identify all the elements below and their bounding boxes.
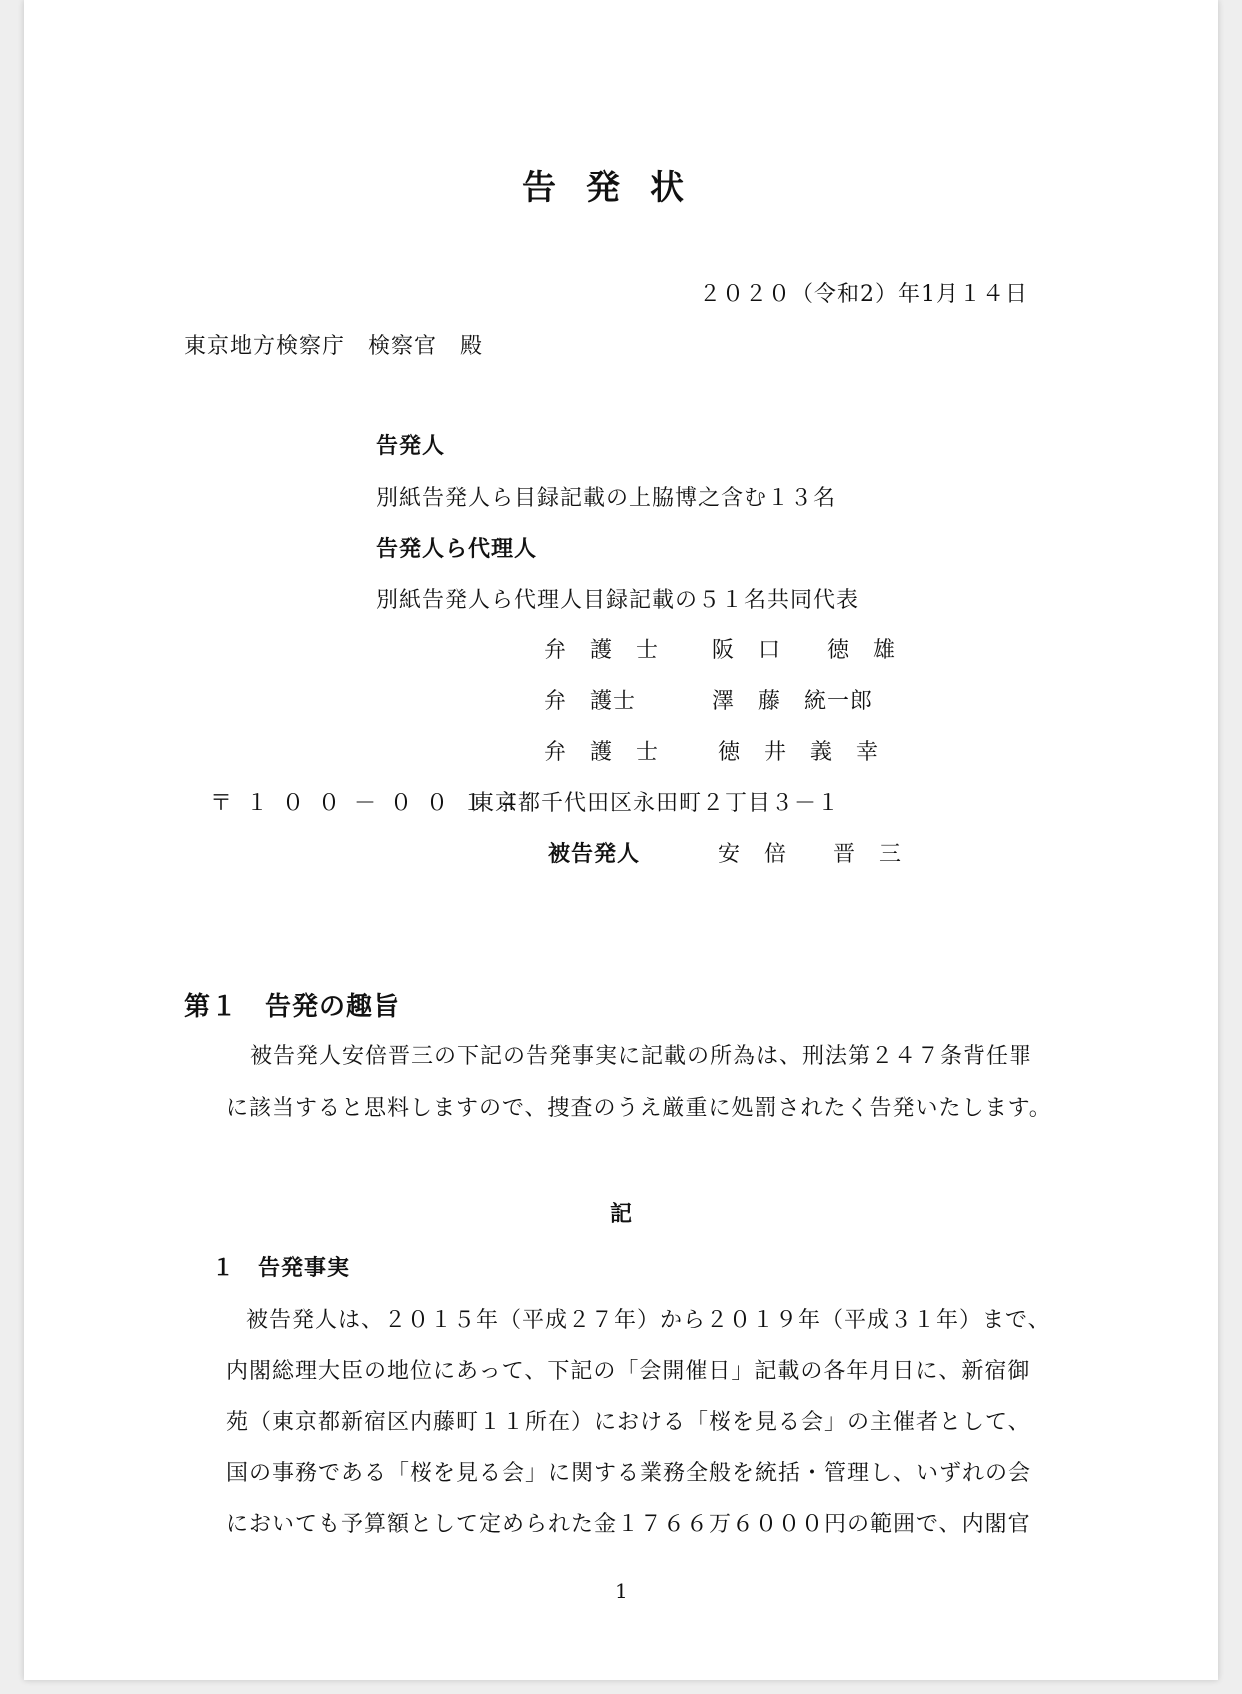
fact-heading: １ 告発事実 — [212, 1256, 351, 1281]
lawyer-name: 徳 井 義 幸 — [718, 740, 880, 765]
document-title: 告発状 — [522, 168, 714, 208]
lawyer-title: 弁 護士 — [544, 689, 637, 714]
document-page — [24, 0, 1218, 1680]
complainant-label: 告発人 — [376, 434, 446, 459]
section1-heading: 第１ 告発の趣旨 — [184, 992, 401, 1022]
postal-code: 〒１００－００１４ — [210, 791, 535, 816]
accused-address: 東京都千代田区永田町２丁目３－１ — [472, 791, 841, 816]
fact-line: においても予算額として定められた金１７６６万６０００円の範囲で、内閣官 — [226, 1512, 1031, 1537]
ki-marker: 記 — [610, 1202, 634, 1227]
lawyer-title: 弁 護 士 — [544, 638, 660, 663]
complainant-text: 別紙告発人ら目録記載の上脇博之含む１３名 — [376, 486, 837, 511]
accused-label: 被告発人 — [548, 842, 641, 867]
document-date: ２０２０（令和2）年1月１４日 — [699, 282, 1028, 307]
lawyer-title: 弁 護 士 — [544, 740, 660, 765]
fact-line: 国の事務である「桜を見る会」に関する業務全般を統括・管理し、いずれの会 — [226, 1461, 1032, 1486]
lawyer-name: 澤 藤 統一郎 — [712, 689, 874, 714]
fact-line: 内閣総理大臣の地位にあって、下記の「会開催日」記載の各年月日に、新宿御 — [226, 1359, 1031, 1384]
section1-line: に該当すると思料しますので、捜査のうえ厳重に処罰されたく告発いたします。 — [226, 1096, 1052, 1121]
agent-label: 告発人ら代理人 — [376, 537, 538, 562]
section1-line: 被告発人安倍晋三の下記の告発事実に記載の所為は、刑法第２４７条背任罪 — [250, 1044, 1033, 1069]
fact-line: 被告発人は、２０１５年（平成２７年）から２０１９年（平成３１年）まで、 — [246, 1308, 1051, 1333]
page-number: 1 — [615, 1579, 629, 1603]
fact-line: 苑（東京都新宿区内藤町１１所在）における「桜を見る会」の主催者として、 — [226, 1410, 1031, 1435]
lawyer-name: 阪 口 徳 雄 — [712, 638, 897, 663]
addressee: 東京地方検察庁 検察官 殿 — [184, 334, 484, 359]
accused-name: 安 倍 晋 三 — [718, 842, 903, 867]
agent-text: 別紙告発人ら代理人目録記載の５１名共同代表 — [376, 588, 860, 613]
